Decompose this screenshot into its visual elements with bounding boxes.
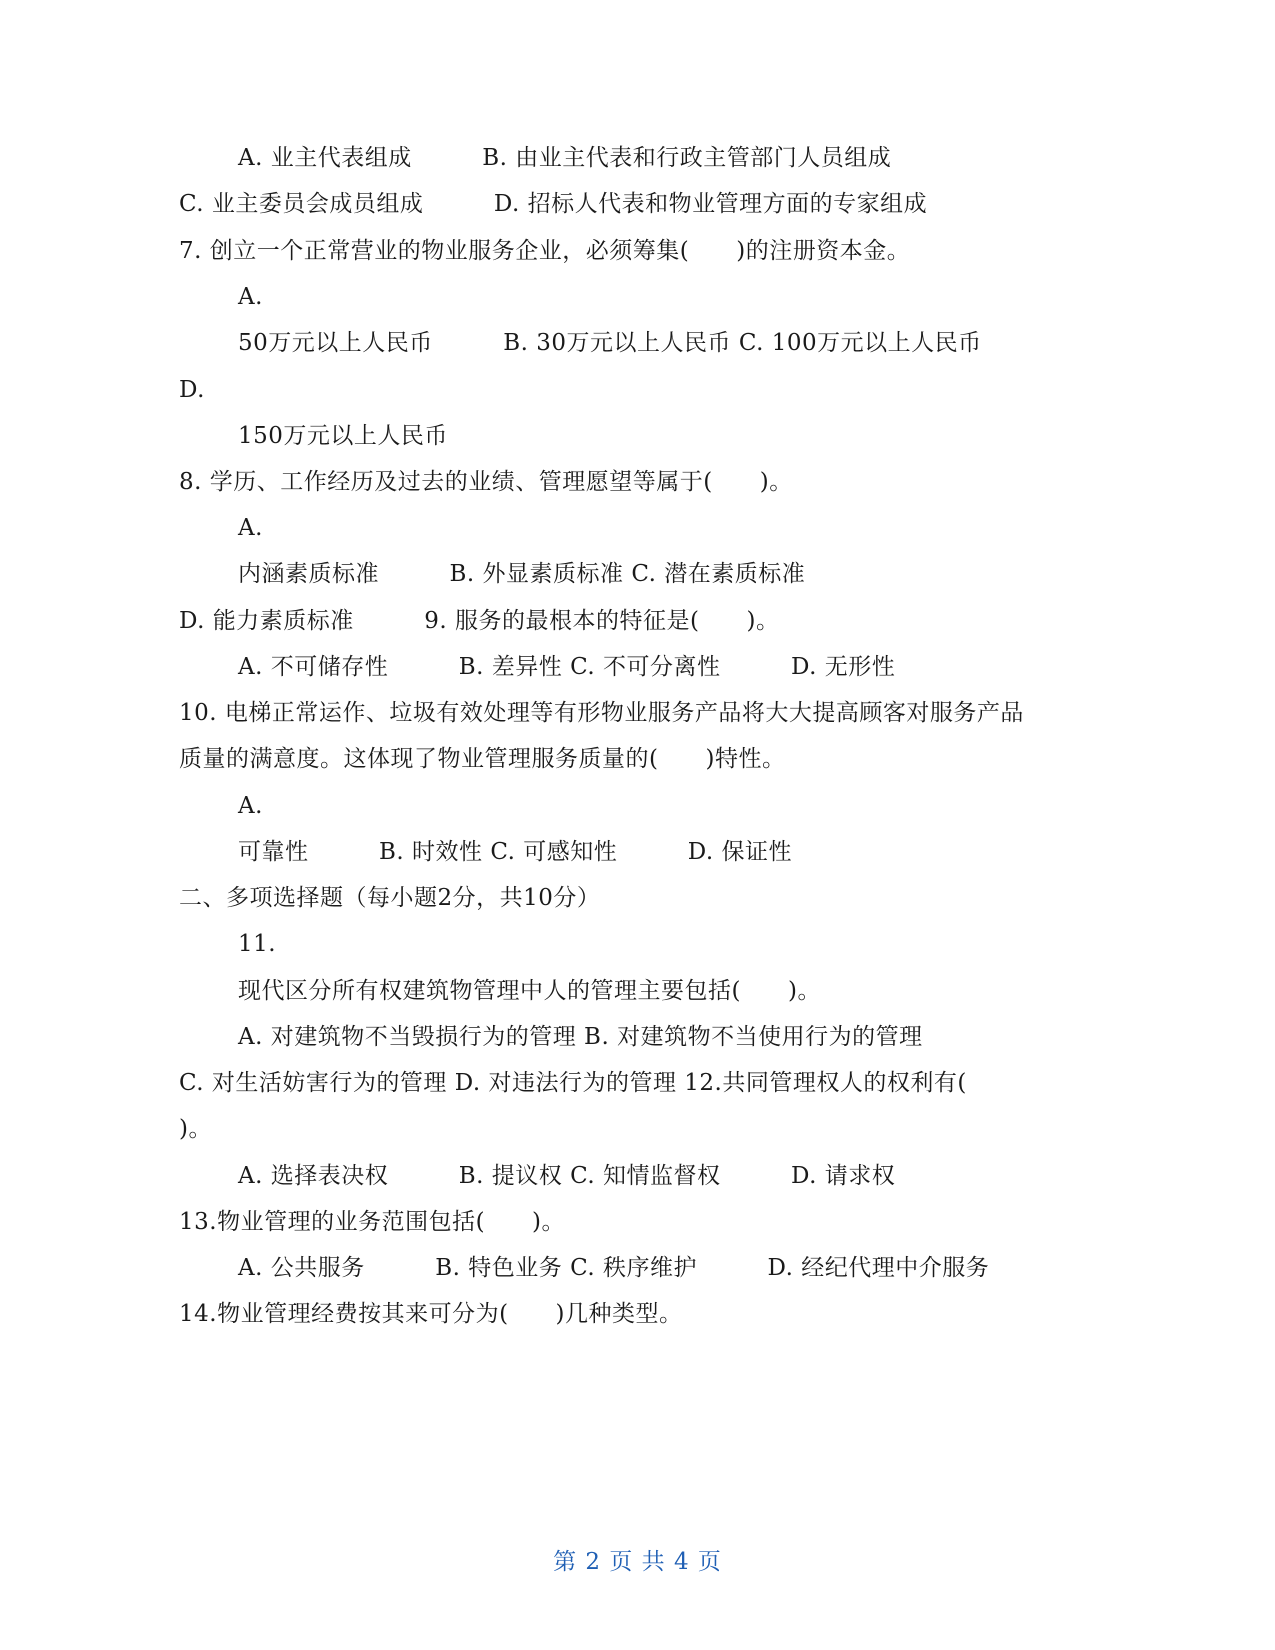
- question-8: 8. 学历、工作经历及过去的业绩、管理愿望等属于( )。: [179, 469, 793, 495]
- option-line-q6-cd: C. 业主委员会成员组成 D. 招标人代表和物业管理方面的专家组成: [179, 191, 928, 217]
- question-12-end: )。: [179, 1116, 212, 1142]
- option-line-q11-ab: A. 对建筑物不当毁损行为的管理 B. 对建筑物不当使用行为的管理: [238, 1024, 923, 1050]
- option-line-q7-abc: 50万元以上人民币 B. 30万元以上人民币 C. 100万元以上人民币: [238, 330, 982, 356]
- section-heading-multiple-choice: 二、多项选择题（每小题2分，共10分）: [179, 885, 601, 911]
- question-11: 现代区分所有权建筑物管理中人的管理主要包括( )。: [238, 978, 821, 1004]
- option-line-q13: A. 公共服务 B. 特色业务 C. 秩序维护 D. 经纪代理中介服务: [238, 1255, 990, 1281]
- question-7: 7. 创立一个正常营业的物业服务企业，必须筹集( )的注册资本金。: [179, 238, 911, 264]
- page-footer: 第 2 页 共 4 页: [553, 1549, 722, 1575]
- question-13: 13.物业管理的业务范围包括( )。: [179, 1209, 566, 1235]
- question-14: 14.物业管理经费按其来可分为( )几种类型。: [179, 1301, 683, 1327]
- question-10-line-1: 10. 电梯正常运作、垃圾有效处理等有形物业服务产品将大大提高顾客对服务产品: [179, 700, 1024, 726]
- option-line-q10: 可靠性 B. 时效性 C. 可感知性 D. 保证性: [238, 839, 792, 865]
- question-11-number: 11.: [238, 931, 277, 957]
- option-line-q9: A. 不可储存性 B. 差异性 C. 不可分离性 D. 无形性: [238, 654, 896, 680]
- option-label-q8-a: A.: [238, 515, 263, 541]
- option-label-q7-a: A.: [238, 284, 263, 310]
- option-label-q10-a: A.: [238, 793, 263, 819]
- option-label-q7-d: D.: [179, 377, 205, 403]
- option-line-q8-abc: 内涵素质标准 B. 外显素质标准 C. 潜在素质标准: [238, 561, 806, 587]
- question-10-line-2: 质量的满意度。这体现了物业管理服务质量的( )特性。: [179, 746, 786, 772]
- option-text-q7-d: 150万元以上人民币: [238, 423, 448, 449]
- option-line-q6-ab: A. 业主代表组成 B. 由业主代表和行政主管部门人员组成: [238, 145, 892, 171]
- option-line-q12: A. 选择表决权 B. 提议权 C. 知情监督权 D. 请求权: [238, 1163, 896, 1189]
- option-line-q8-d-question-9: D. 能力素质标准 9. 服务的最根本的特征是( )。: [179, 608, 780, 634]
- option-line-q11-cd-question-12: C. 对生活妨害行为的管理 D. 对违法行为的管理 12.共同管理权人的权利有(: [179, 1070, 967, 1096]
